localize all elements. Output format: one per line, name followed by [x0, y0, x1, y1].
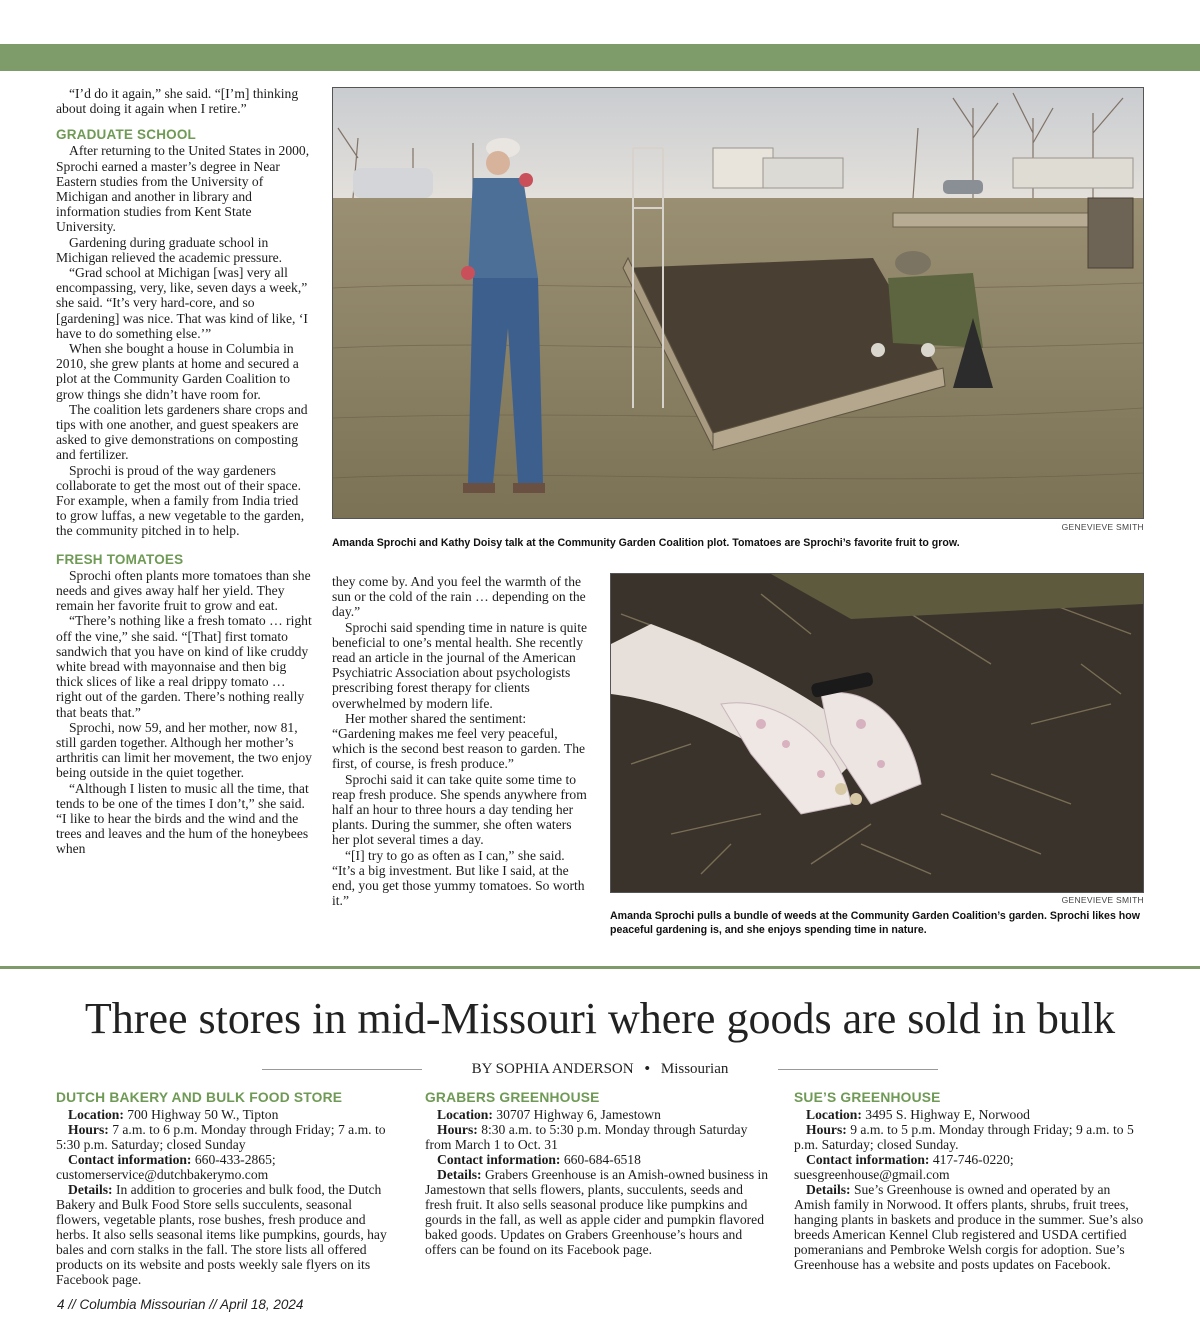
- paragraph: Sprochi, now 59, and her mother, now 81, still garden together. Although her mother’s arthritis can limit her movement, the two enjoy being outside in the quiet together.: [56, 719, 312, 781]
- paragraph: Her mother shared the sentiment: “Gardening makes me feel very peaceful, which is the second best reason to garden. The first, of course, is fresh produce.”: [332, 710, 586, 772]
- paragraph: they come by. And you feel the warmth of the sun or the cold of the rain … depending on the day.”: [332, 574, 586, 620]
- hours-label: Hours:: [806, 1122, 847, 1137]
- garden-plot-photo: [332, 87, 1144, 519]
- hours-label: Hours:: [68, 1122, 109, 1137]
- store-hours: 9 a.m. to 5 p.m. Monday through Friday; 9 a.m. to 5 p.m. Saturday; closed Sunday.: [794, 1122, 1134, 1152]
- details-label: Details:: [68, 1182, 113, 1197]
- store-sues-greenhouse: [794, 1090, 1144, 1272]
- store-details: In addition to groceries and bulk food, the Dutch Bakery and Bulk Food Store sells succulents, seasonal flowers, vegetable plants, rose bushes, fresh produce and herbs. It also sells seasonal items like pumpkins, gourds, hay bales and corn stalks in the fall. The store lists all offered products on its website and posts weekly sale flyers on its Facebook page.: [56, 1182, 387, 1287]
- location-label: Location:: [806, 1107, 862, 1122]
- store-dutch-bakery: [56, 1090, 396, 1287]
- details-label: Details:: [806, 1182, 851, 1197]
- top-accent-bar: [0, 44, 1200, 71]
- details-label: Details:: [437, 1167, 482, 1182]
- store-grabers-greenhouse: [425, 1090, 771, 1257]
- byline-outlet: Missourian: [660, 1061, 729, 1077]
- paragraph: “Grad school at Michigan [was] very all encompassing, very, like, seven days a week,” she said. “It’s very hard-core, and so [gardening] was nice. That was kind of like, ‘I have to do something else.’”: [56, 265, 308, 341]
- photo-credit: GENEVIEVE SMITH: [1061, 522, 1144, 532]
- section-heading-fresh-tomatoes: FRESH TOMATOES: [56, 551, 184, 567]
- paragraph: “[I] try to go as often as I can,” she said. “It’s a big investment. But like I said, at the end, you get those yummy tomatoes. So worth it.”: [332, 847, 585, 909]
- byline: [262, 1059, 938, 1081]
- weeding-photo: [610, 573, 1144, 893]
- paragraph: After returning to the United States in 2000, Sprochi earned a master’s degree in Near Eastern studies from the University of Michigan and another in library and information studies from Kent State University.: [56, 143, 310, 235]
- store-contact: 660-433-2865; customerservice@dutchbakerymo.com: [56, 1152, 276, 1182]
- paragraph: “Although I listen to music all the time, that tends to be one of the times I don’t,” she said. “I like to hear the birds and the wind and the trees and leaves and the hum of the honeybees when: [56, 780, 309, 857]
- feature-headline: Three stores in mid-Missouri where goods are sold in bulk: [84, 994, 1116, 1043]
- store-location: 700 Highway 50 W., Tipton: [127, 1107, 279, 1122]
- store-location: 3495 S. Highway E, Norwood: [865, 1107, 1030, 1122]
- article-middle-column: [332, 574, 588, 908]
- store-location: 30707 Highway 6, Jamestown: [496, 1107, 661, 1122]
- photo-credit: GENEVIEVE SMITH: [1061, 895, 1144, 905]
- paragraph: “There’s nothing like a fresh tomato … right off the vine,” she said. “[That] first tomato sandwich that you have on kind of like cruddy white bread with mayonnaise and then big thick slices of like a real drippy tomato … right out of the garden. There’s nothing really that beats that.”: [56, 613, 312, 720]
- store-name: DUTCH BAKERY AND BULK FOOD STORE: [56, 1090, 343, 1105]
- weeding-illustration: [611, 574, 1143, 892]
- store-details: Grabers Greenhouse is an Amish-owned business in Jamestown that sells flowers, plants, succulents, seeds and fresh fruit. It also sells seasonal produce like pumpkins and gourds in the fall, as well as apple cider and pumpkin flavored baked goods. Updates on Grabers Greenhouse’s hours and offers can be found on its Facebook page.: [425, 1167, 769, 1257]
- paragraph: Sprochi is proud of the way gardeners collaborate to get the most out of their space. For example, when a family from India tried to grow luffas, a new vegetable to the garden, the community pitched in to help.: [56, 462, 305, 539]
- section-divider: [0, 966, 1200, 969]
- paragraph: When she bought a house in Columbia in 2010, she grew plants at home and secured a plot at the Community Garden Coalition to grow things she didn’t have room for.: [56, 341, 299, 402]
- page-footer: 4 // Columbia Missourian // April 18, 2024: [57, 1297, 304, 1312]
- store-contact: 417-746-0220; suesgreenhouse@gmail.com: [794, 1152, 1014, 1182]
- paragraph: Gardening during graduate school in Michigan relieved the academic pressure.: [56, 234, 283, 265]
- store-hours: 8:30 a.m. to 5:30 p.m. Monday through Saturday from March 1 to Oct. 31: [425, 1122, 748, 1152]
- photo-caption: Amanda Sprochi and Kathy Doisy talk at the Community Garden Coalition plot. Tomatoes are Sprochi’s favorite fruit to grow.: [332, 537, 960, 549]
- photo-caption: Amanda Sprochi pulls a bundle of weeds at the Community Garden Coalition’s garden. Sprochi likes how peaceful gardening is, and she enjoys spending time in nature.: [610, 910, 1140, 936]
- contact-label: Contact information:: [437, 1152, 561, 1167]
- garden-plot-illustration: [333, 88, 1143, 518]
- paragraph: The coalition lets gardeners share crops and tips with one another, and guest speakers are asked to give demonstrations on composting and fertilizer.: [56, 401, 308, 463]
- contact-label: Contact information:: [68, 1152, 192, 1167]
- location-label: Location:: [437, 1107, 493, 1122]
- store-details: Sue’s Greenhouse is owned and operated by an Amish family in Norwood. It offers plants, shrubs, fruit trees, hanging plants in baskets and produce in the summer. Sue’s also breeds American Kennel Club registered and USDA certified pomeranians and Pembroke Welsh corgis for adoption. Sue’s Greenhouse has a website and posts updates on Facebook.: [794, 1182, 1144, 1272]
- hours-label: Hours:: [437, 1122, 478, 1137]
- contact-label: Contact information:: [806, 1152, 930, 1167]
- paragraph: “I’d do it again,” she said. “[I’m] thinking about doing it again when I retire.”: [56, 86, 299, 117]
- paragraph: Sprochi often plants more tomatoes than she needs and gives away half her yield. They remain her favorite fruit to grow and eat.: [56, 567, 311, 614]
- store-name: GRABERS GREENHOUSE: [425, 1090, 600, 1105]
- store-name: SUE’S GREENHOUSE: [794, 1090, 941, 1105]
- paragraph: Sprochi said it can take quite some time to reap fresh produce. She spends anywhere from half an hour to three hours a day tending her plants. During the summer, she often waters her plot several times a day.: [332, 771, 587, 848]
- article-left-column: [56, 86, 312, 857]
- store-hours: 7 a.m. to 6 p.m. Monday through Friday; 7 a.m. to 5:30 p.m. Saturday; closed Sunday: [56, 1122, 386, 1152]
- byline-separator: •: [644, 1061, 650, 1077]
- store-contact: 660-684-6518: [563, 1152, 641, 1167]
- byline-author: BY SOPHIA ANDERSON: [471, 1061, 634, 1077]
- section-heading-graduate-school: GRADUATE SCHOOL: [56, 127, 196, 143]
- location-label: Location:: [68, 1107, 124, 1122]
- paragraph: Sprochi said spending time in nature is quite beneficial to one’s mental health. She recently read an article in the journal of the American Psychiatric Association about psychologists prescribing forest therapy for clients overwhelmed by modern life.: [332, 619, 588, 711]
